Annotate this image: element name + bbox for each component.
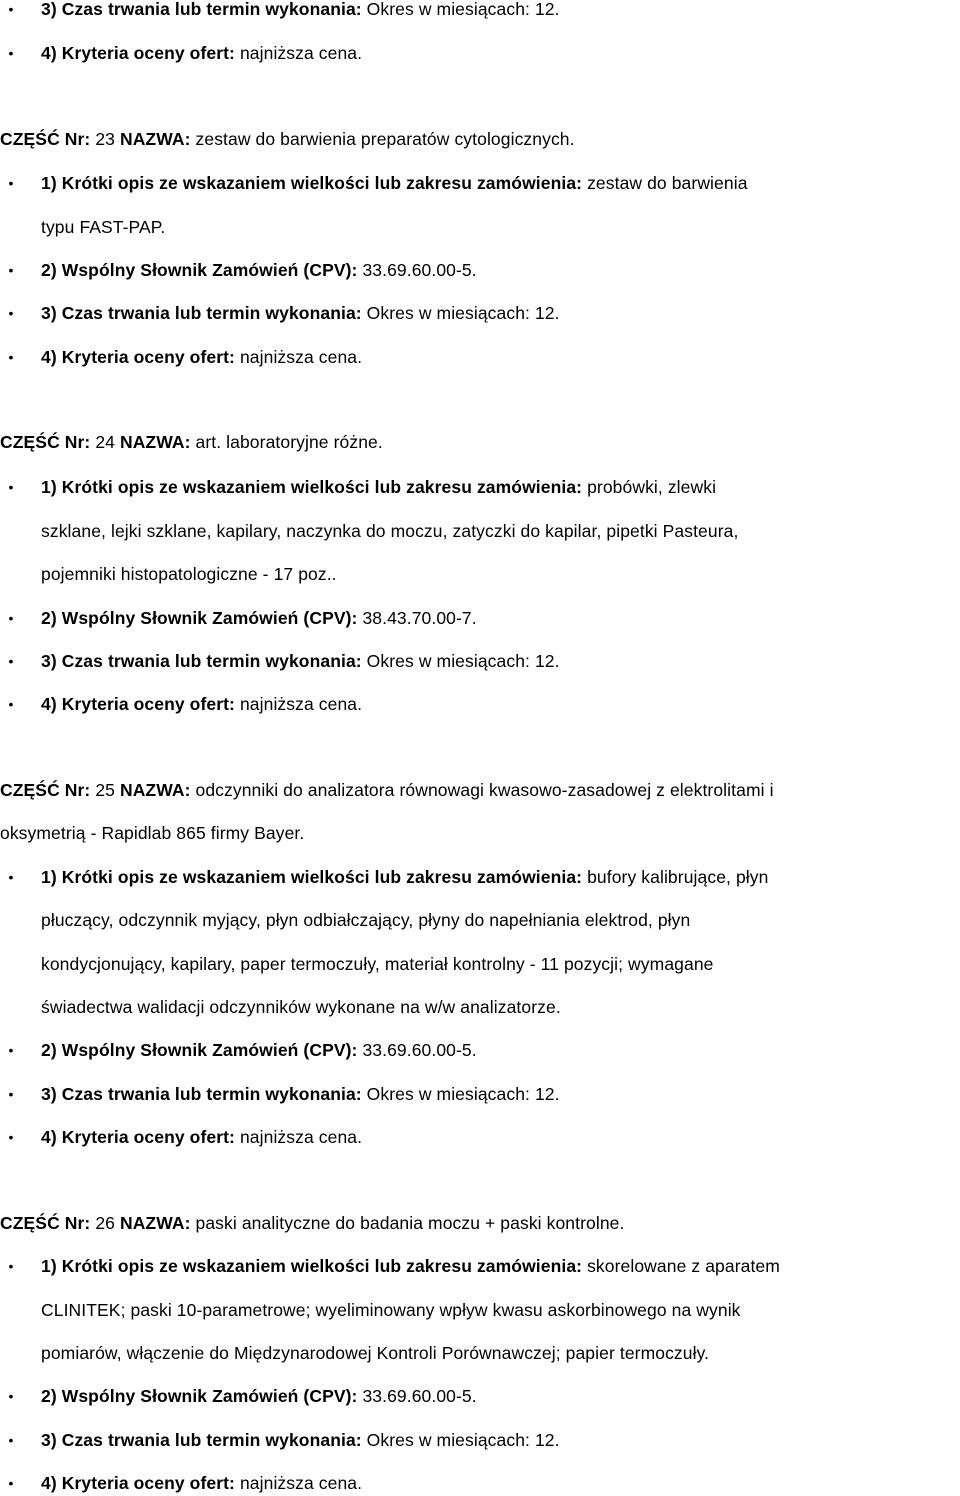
text-segment: typu FAST-PAP.: [41, 217, 166, 237]
text-segment: zestaw do barwienia: [582, 173, 748, 193]
bold-label: 4) Kryteria oceny ofert:: [41, 1127, 235, 1147]
text-line: [41, 476, 716, 498]
text-segment: najniższa cena.: [235, 43, 363, 63]
bold-label: NAZWA:: [119, 129, 191, 149]
text-segment: 33.69.60.00-5.: [357, 1040, 477, 1060]
bullet-icon: •: [8, 869, 14, 885]
text-line: [41, 607, 477, 629]
bold-label: 1) Krótki opis ze wskazaniem wielkości lub zakresu zamówienia:: [41, 1256, 583, 1276]
bold-label: 1) Krótki opis ze wskazaniem wielkości lub zakresu zamówienia:: [41, 867, 583, 887]
bullet-icon: •: [8, 1388, 14, 1404]
text-segment: kondycjonujący, kapilary, paper termoczuły, materiał kontrolny - 11 pozycji; wymagane: [41, 954, 714, 974]
bold-label: 3) Czas trwania lub termin wykonania:: [41, 1084, 362, 1104]
text-segment: skorelowane z aparatem: [582, 1256, 780, 1276]
text-segment: świadectwa walidacji odczynników wykonane na w/w analizatorze.: [41, 997, 561, 1017]
bullet-icon: •: [8, 1042, 14, 1058]
text-segment: płuczący, odczynnik myjący, płyn odbiałczający, płyny do napełniania elektrod, płyn: [41, 910, 691, 930]
text-segment: najniższa cena.: [235, 694, 363, 714]
text-line: [41, 216, 165, 238]
bullet-icon: •: [8, 1258, 14, 1274]
bold-label: CZĘŚĆ Nr:: [0, 1213, 91, 1233]
bullet-icon: •: [8, 1432, 14, 1448]
text-segment: Okres w miesiącach: 12.: [361, 1084, 560, 1104]
text-line: [41, 1083, 560, 1105]
bold-label: 3) Czas trwania lub termin wykonania:: [41, 1430, 362, 1450]
text-segment: Okres w miesiącach: 12.: [361, 1430, 560, 1450]
bullet-icon: •: [8, 1129, 14, 1145]
bold-label: 2) Wspólny Słownik Zamówień (CPV):: [41, 608, 358, 628]
text-line: [41, 866, 768, 888]
text-line: [41, 563, 337, 585]
text-segment: bufory kalibrujące, płyn: [582, 867, 769, 887]
text-line: [41, 259, 477, 281]
text-segment: 33.69.60.00-5.: [357, 260, 477, 280]
text-segment: CLINITEK; paski 10-parametrowe; wyeliminowany wpływ kwasu askorbinowego na wynik: [41, 1300, 741, 1320]
text-segment: zestaw do barwienia preparatów cytologicznych.: [190, 129, 575, 149]
text-line: [0, 128, 575, 150]
bullet-icon: •: [8, 175, 14, 191]
text-segment: najniższa cena.: [235, 1127, 363, 1147]
bullet-icon: •: [8, 1086, 14, 1102]
text-line: [41, 1039, 477, 1061]
text-line: [41, 996, 561, 1018]
bullet-icon: •: [8, 696, 14, 712]
text-line: [41, 302, 560, 324]
text-line: [41, 520, 738, 542]
text-segment: Okres w miesiącach: 12.: [361, 303, 560, 323]
text-line: [41, 1126, 362, 1148]
text-line: [41, 909, 690, 931]
bold-label: 3) Czas trwania lub termin wykonania:: [41, 0, 362, 19]
text-line: [41, 1385, 477, 1407]
bold-label: 4) Kryteria oceny ofert:: [41, 347, 235, 367]
text-line: [41, 1472, 362, 1494]
bold-label: NAZWA:: [119, 1213, 191, 1233]
bullet-icon: •: [8, 1475, 14, 1491]
bullet-icon: •: [8, 653, 14, 669]
text-segment: 38.43.70.00-7.: [357, 608, 477, 628]
text-line: [41, 1429, 560, 1451]
text-segment: 26: [90, 1213, 120, 1233]
bold-label: 1) Krótki opis ze wskazaniem wielkości lub zakresu zamówienia:: [41, 173, 583, 193]
text-line: [41, 693, 362, 715]
bold-label: 1) Krótki opis ze wskazaniem wielkości lub zakresu zamówienia:: [41, 477, 583, 497]
bullet-icon: •: [8, 1, 14, 17]
text-segment: szklane, lejki szklane, kapilary, naczynka do moczu, zatyczki do kapilar, pipetki Pasteura,: [41, 521, 739, 541]
bold-label: NAZWA:: [119, 432, 191, 452]
text-segment: pojemniki histopatologiczne - 17 poz..: [41, 564, 337, 584]
bold-label: CZĘŚĆ Nr:: [0, 129, 91, 149]
text-segment: oksymetrią - Rapidlab 865 firmy Bayer.: [0, 823, 305, 843]
bullet-icon: •: [8, 479, 14, 495]
text-segment: 33.69.60.00-5.: [357, 1386, 477, 1406]
bold-label: 4) Kryteria oceny ofert:: [41, 43, 235, 63]
text-segment: Okres w miesiącach: 12.: [361, 651, 560, 671]
bullet-icon: •: [8, 45, 14, 61]
bullet-icon: •: [8, 610, 14, 626]
text-segment: Okres w miesiącach: 12.: [361, 0, 560, 19]
bold-label: 2) Wspólny Słownik Zamówień (CPV):: [41, 1386, 358, 1406]
bold-label: 2) Wspólny Słownik Zamówień (CPV):: [41, 1040, 358, 1060]
bold-label: 3) Czas trwania lub termin wykonania:: [41, 651, 362, 671]
text-segment: najniższa cena.: [235, 347, 363, 367]
text-segment: 24: [90, 432, 120, 452]
text-line: [0, 431, 383, 453]
bold-label: CZĘŚĆ Nr:: [0, 780, 91, 800]
text-line: [41, 1299, 741, 1321]
text-line: [41, 172, 748, 194]
text-segment: paski analityczne do badania moczu + paski kontrolne.: [190, 1213, 625, 1233]
text-line: [41, 650, 560, 672]
bold-label: 4) Kryteria oceny ofert:: [41, 1473, 235, 1493]
text-segment: 25: [90, 780, 120, 800]
bold-label: 2) Wspólny Słownik Zamówień (CPV):: [41, 260, 358, 280]
text-line: [0, 1212, 624, 1234]
text-segment: 23: [90, 129, 120, 149]
bold-label: NAZWA:: [119, 780, 191, 800]
bold-label: 4) Kryteria oceny ofert:: [41, 694, 235, 714]
text-segment: probówki, zlewki: [582, 477, 717, 497]
text-segment: odczynniki do analizatora równowagi kwasowo-zasadowej z elektrolitami i: [190, 780, 774, 800]
text-line: [0, 822, 304, 844]
text-line: [41, 953, 714, 975]
text-segment: art. laboratoryjne różne.: [190, 432, 383, 452]
text-line: [41, 1255, 780, 1277]
text-line: [41, 1342, 709, 1364]
bullet-icon: •: [8, 349, 14, 365]
bold-label: CZĘŚĆ Nr:: [0, 432, 91, 452]
text-line: [41, 346, 362, 368]
text-segment: najniższa cena.: [235, 1473, 363, 1493]
text-line: [41, 0, 560, 20]
text-segment: pomiarów, włączenie do Międzynarodowej Kontroli Porównawczej; papier termoczuły.: [41, 1343, 710, 1363]
text-line: [0, 779, 774, 801]
bullet-icon: •: [8, 262, 14, 278]
bullet-icon: •: [8, 305, 14, 321]
text-line: [41, 42, 362, 64]
bold-label: 3) Czas trwania lub termin wykonania:: [41, 303, 362, 323]
